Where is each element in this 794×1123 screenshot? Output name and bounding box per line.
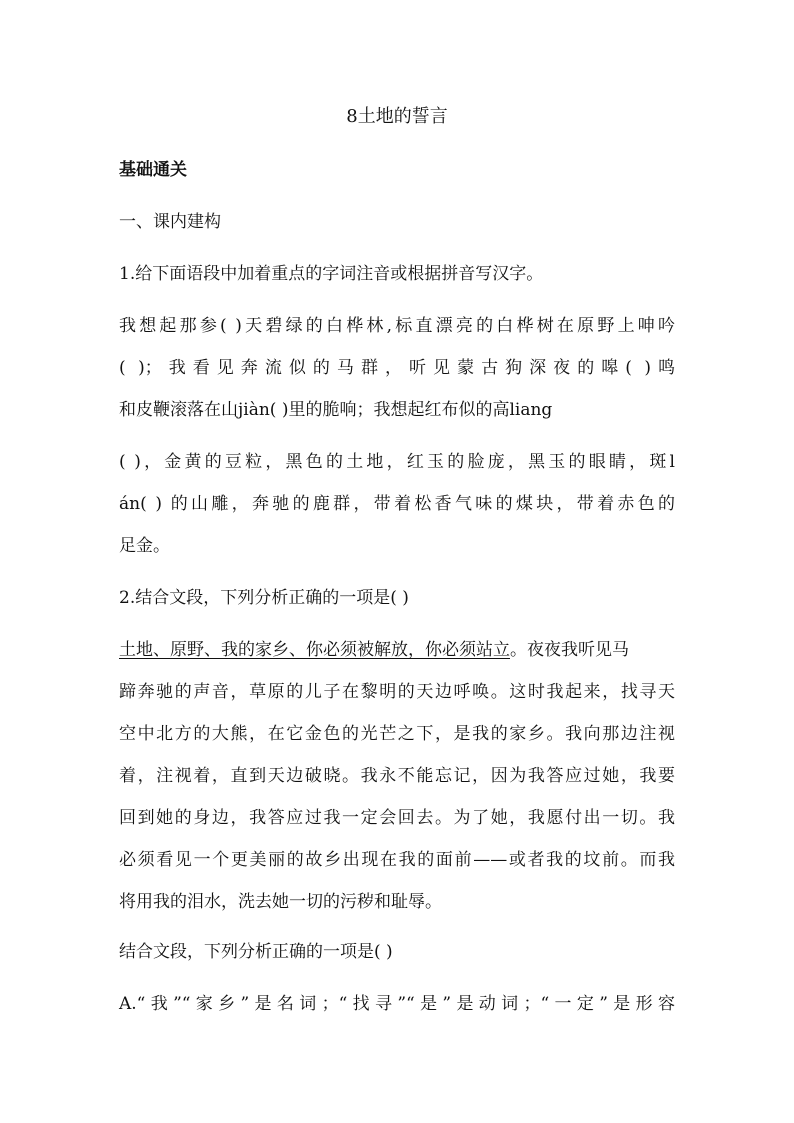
- q1-line-1: 我想起那参( )天碧绿的白桦林,标直漂亮的白桦树在原野上呻吟: [119, 316, 675, 336]
- question-1-prompt: 1.给下面语段中加着重点的字词注音或根据拼音写汉字。: [119, 264, 544, 284]
- q2-passage-line-2: 蹄奔驰的声音，草原的儿子在黎明的天边呼唤。这时我起来，找寻天: [119, 682, 675, 702]
- q2-passage-line-1: [119, 638, 629, 662]
- q2-passage-line-6: 必须看见一个更美丽的故乡出现在我的面前——或者我的坟前。而我: [119, 850, 675, 870]
- question-2-repeat-prompt: 结合文段，下列分析正确的一项是( ): [119, 942, 393, 962]
- option-a: A.“我”“家乡”是名词；“找寻”“是”是动词；“一定”是形容: [119, 994, 675, 1014]
- q2-passage-line-3: 空中北方的大熊，在它金色的光芒之下，是我的家乡。我向那边注视: [119, 724, 675, 744]
- q1-line-2: ( )；我看见奔流似的马群，听见蒙古狗深夜的嗥( )鸣: [119, 358, 675, 378]
- q2-passage-line-7: 将用我的泪水，洗去她一切的污秽和耻辱。: [119, 892, 442, 912]
- q2-passage-line-4: 着，注视着，直到天边破晓。我永不能忘记，因为我答应过她，我要: [119, 766, 675, 786]
- question-2-prompt: 2.结合文段，下列分析正确的一项是( ): [119, 588, 409, 608]
- part-one-heading: 一、课内建构: [119, 212, 221, 232]
- q1-line-4: ( )，金黄的豆粒，黑色的土地，红玉的脸庞，黑玉的眼睛，斑l: [119, 452, 675, 472]
- section-heading: 基础通关: [119, 160, 187, 180]
- q2-passage-line-5: 回到她的身边，我答应过我一定会回去。为了她，我愿付出一切。我: [119, 808, 675, 828]
- passage-line-1-rest: 。夜夜我听见马: [510, 640, 629, 660]
- q1-line-3: 和皮鞭滚落在山jiàn( )里的脆响；我想起红布似的高liang: [119, 400, 553, 420]
- q1-line-6: 足金。: [119, 536, 170, 556]
- q1-line-5: án( ) 的山雕，奔驰的鹿群，带着松香气味的煤块，带着赤色的: [119, 494, 675, 514]
- page-title: 8土地的誓言: [346, 106, 448, 127]
- underlined-sentence: 土地、原野、我的家乡、你必须被解放，你必须站立: [119, 640, 510, 660]
